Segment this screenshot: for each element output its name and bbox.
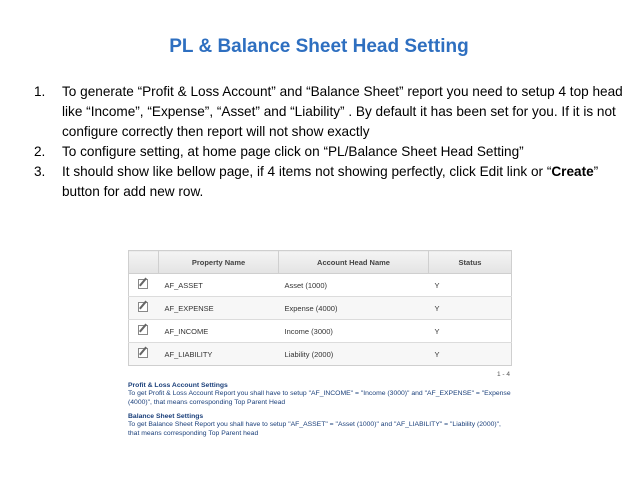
note-text: To get Profit & Loss Account Report you shall have to setup "AF_INCOME" = "Income (3000)" and "AF_EXPENSE" = "Expense (4000)", that means corresponding Top Parent Head	[128, 390, 511, 406]
edit-icon[interactable]	[138, 348, 148, 358]
balance-sheet-settings-note	[128, 413, 512, 438]
status-cell: Y	[429, 343, 512, 366]
account-head-cell: Income (3000)	[279, 320, 429, 343]
column-header-property[interactable]: Property Name	[159, 251, 279, 274]
property-cell: AF_LIABILITY	[159, 343, 279, 366]
status-cell: Y	[429, 274, 512, 297]
list-number: 3.	[34, 164, 46, 179]
property-cell: AF_ASSET	[159, 274, 279, 297]
note-title: Profit & Loss Account Settings	[128, 382, 228, 389]
status-cell: Y	[429, 320, 512, 343]
property-cell: AF_EXPENSE	[159, 297, 279, 320]
pager-info: 1 - 4	[496, 371, 510, 378]
table-row	[129, 297, 512, 320]
head-setting-table	[128, 250, 512, 366]
edit-icon[interactable]	[138, 302, 148, 312]
note-text: To get Balance Sheet Report you shall have to setup "AF_ASSET" = "Asset (1000)" and "AF_LIABILITY" = "Liability (2000)", that means corresponding Top Parent head	[128, 421, 501, 437]
create-keyword: Create	[551, 164, 594, 179]
property-cell: AF_INCOME	[159, 320, 279, 343]
table-row	[129, 274, 512, 297]
note-title: Balance Sheet Settings	[128, 413, 204, 420]
table-row	[129, 343, 512, 366]
instruction-list	[34, 82, 624, 202]
edit-icon[interactable]	[138, 279, 148, 289]
account-head-cell: Expense (4000)	[279, 297, 429, 320]
list-item	[34, 82, 624, 142]
column-header-edit	[129, 251, 159, 274]
list-number: 2.	[34, 144, 46, 159]
table-header-row	[129, 251, 512, 274]
list-text: To configure setting, at home page click on “PL/Balance Sheet Head Setting”	[62, 144, 524, 159]
account-head-cell: Asset (1000)	[279, 274, 429, 297]
embedded-screenshot	[128, 250, 512, 444]
list-text: To generate “Profit & Loss Account” and “Balance Sheet” report you need to setup 4 top head like “Income”, “Expense”, “Asset” and “Liability” . By default it has been set for you. If it is not configure correctly then report will not show exactly	[62, 84, 623, 139]
list-text: It should show like bellow page, if 4 items not showing perfectly, click Edit link or “Create” button for add new row.	[62, 164, 599, 199]
column-header-account-head[interactable]: Account Head Name	[279, 251, 429, 274]
edit-icon[interactable]	[138, 325, 148, 335]
column-header-status[interactable]: Status	[429, 251, 512, 274]
status-cell: Y	[429, 297, 512, 320]
list-number: 1.	[34, 84, 46, 99]
table-row	[129, 320, 512, 343]
list-item	[34, 142, 624, 162]
list-item	[34, 162, 624, 202]
slide-title: PL & Balance Sheet Head Setting	[169, 36, 469, 57]
pl-settings-note	[128, 382, 512, 407]
account-head-cell: Liability (2000)	[279, 343, 429, 366]
